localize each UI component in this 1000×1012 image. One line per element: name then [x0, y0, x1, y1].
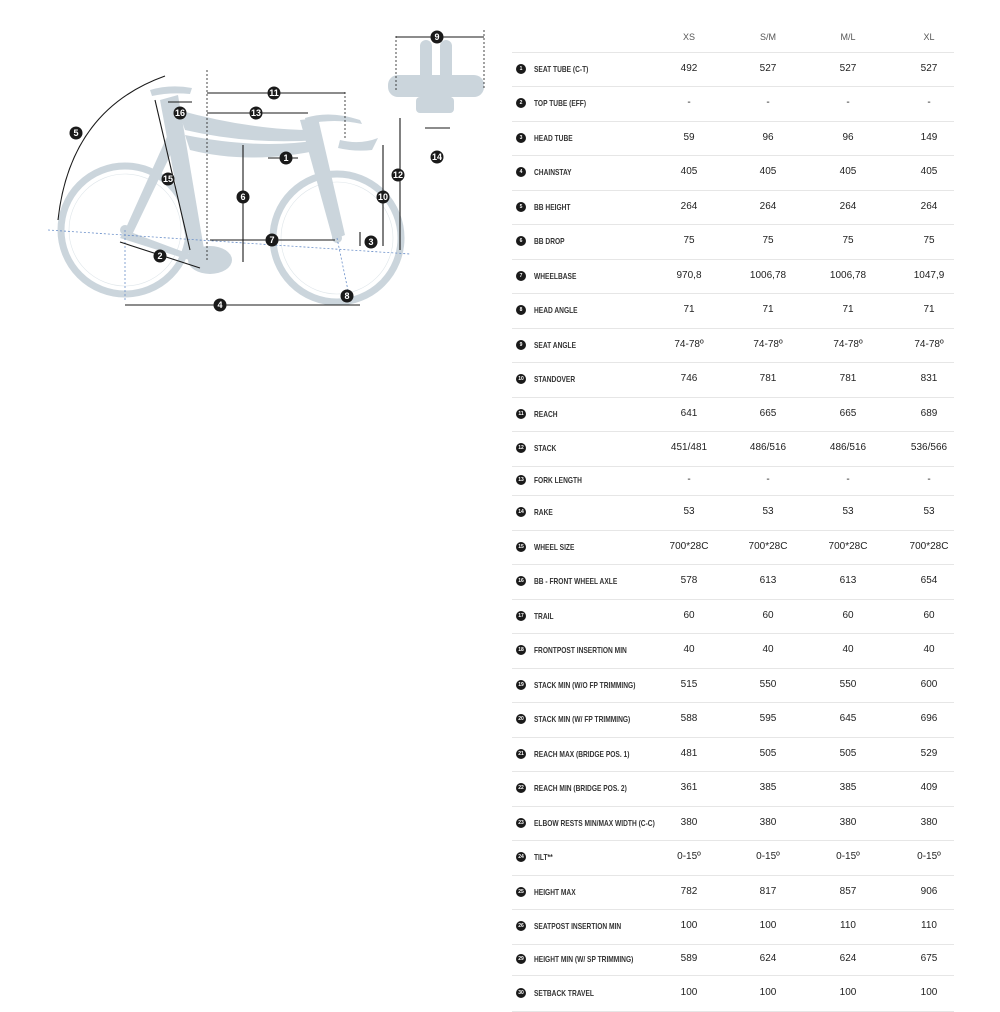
svg-text:7: 7 [269, 235, 275, 245]
size-header-xs: XS [682, 32, 695, 42]
cell-value-ml: 781 [839, 373, 857, 384]
cell-value-sm: 71 [762, 304, 774, 315]
row-number-badge: 30 [516, 988, 526, 998]
cell-value-sm: - [766, 97, 770, 108]
cell-value-xs: 588 [680, 713, 698, 724]
row-label: SEATPOST INSERTION MIN [534, 921, 622, 931]
cell-value-xs: 75 [683, 235, 695, 246]
callout-3 [365, 236, 378, 249]
cell-value-xs: 59 [683, 132, 695, 143]
row-number-badge: 11 [516, 409, 526, 419]
row-number-badge: 4 [516, 167, 526, 177]
cell-value-sm: 53 [762, 506, 774, 517]
row-number-badge: 5 [516, 202, 526, 212]
cell-value-xl: 689 [920, 408, 938, 419]
row-number-badge: 12 [516, 443, 526, 453]
row-number-badge: 22 [516, 783, 526, 793]
table-row [512, 225, 954, 260]
svg-text:9: 9 [434, 32, 440, 42]
cell-value-xl: 75 [923, 235, 935, 246]
svg-text:6: 6 [240, 192, 246, 202]
row-number-badge: 9 [516, 340, 526, 350]
cell-value-xl: 264 [920, 201, 938, 212]
cell-value-sm: 100 [759, 987, 777, 998]
callout-1 [280, 152, 293, 165]
cell-value-ml: 380 [839, 817, 857, 828]
table-row [512, 398, 954, 432]
cell-value-xl: 409 [920, 782, 938, 793]
cell-value-xl: 74-78º [914, 339, 944, 350]
cell-value-xs: 589 [680, 953, 698, 964]
table-row [512, 876, 954, 910]
cell-value-ml: 857 [839, 886, 857, 897]
row-label: TOP TUBE (EFF) [534, 98, 587, 108]
svg-text:3: 3 [368, 237, 374, 247]
row-label: HEAD TUBE [534, 133, 573, 143]
row-number-badge: 23 [516, 818, 526, 828]
cell-value-xl: 696 [920, 713, 938, 724]
callout-13 [250, 107, 263, 120]
row-label: WHEEL SIZE [534, 542, 575, 552]
table-row [512, 53, 954, 87]
cell-value-sm: 781 [759, 373, 777, 384]
cell-value-sm: 75 [762, 235, 774, 246]
cell-value-xl: 831 [920, 373, 938, 384]
row-number-badge: 7 [516, 271, 526, 281]
cell-value-ml: 624 [839, 953, 857, 964]
table-row [512, 634, 954, 669]
table-row [512, 294, 954, 329]
row-label: HEIGHT MIN (W/ SP TRIMMING) [534, 954, 634, 964]
callout-9 [431, 31, 444, 44]
row-label: REACH MAX (BRIDGE POS. 1) [534, 749, 630, 759]
row-number-badge: 20 [516, 714, 526, 724]
cell-value-sm: 527 [759, 63, 777, 74]
row-number-badge: 15 [516, 542, 526, 552]
cell-value-sm: 486/516 [749, 442, 787, 453]
callout-5 [70, 127, 83, 140]
callout-14 [431, 151, 444, 164]
cell-value-sm: 700*28C [748, 541, 788, 552]
cell-value-xl: 53 [923, 506, 935, 517]
table-row [512, 669, 954, 703]
row-number-badge: 26 [516, 921, 526, 931]
table-row [512, 122, 954, 156]
cell-value-xl: 0-15º [917, 851, 941, 862]
cell-value-xl: 527 [920, 63, 938, 74]
row-label: FRONTPOST INSERTION MIN [534, 645, 627, 655]
cell-value-xs: 74-78º [674, 339, 704, 350]
svg-text:10: 10 [377, 192, 389, 202]
size-header-sm: S/M [759, 32, 776, 42]
ground-guide-line [48, 230, 410, 254]
cell-value-sm: 100 [759, 920, 777, 931]
svg-text:13: 13 [250, 108, 262, 118]
cell-value-sm: 74-78º [753, 339, 783, 350]
row-number-badge: 24 [516, 852, 526, 862]
cell-value-ml: 385 [839, 782, 857, 793]
row-number-badge: 8 [516, 305, 526, 315]
cell-value-xs: 970,8 [676, 270, 702, 281]
cell-value-ml: 264 [839, 201, 857, 212]
table-row [512, 976, 954, 1012]
callout-4 [214, 299, 227, 312]
table-row [512, 772, 954, 807]
cell-value-ml: 40 [842, 644, 854, 655]
cell-value-sm: 385 [759, 782, 777, 793]
cell-value-xs: - [687, 474, 691, 485]
row-label: REACH MIN (BRIDGE POS. 2) [534, 783, 627, 793]
cell-value-xl: 675 [920, 953, 938, 964]
table-body [512, 53, 954, 1012]
svg-text:16: 16 [174, 108, 186, 118]
cell-value-sm: 96 [762, 132, 774, 143]
row-number-badge: 19 [516, 680, 526, 690]
row-label: STACK [534, 443, 557, 453]
row-number-badge: 17 [516, 611, 526, 621]
cell-value-xs: 60 [683, 610, 695, 621]
cell-value-xl: 100 [920, 987, 938, 998]
row-number-badge: 18 [516, 645, 526, 655]
cell-value-xl: 149 [920, 132, 938, 143]
cell-value-xs: 0-15º [677, 851, 701, 862]
cell-value-sm: 60 [762, 610, 774, 621]
table-row [512, 738, 954, 772]
cell-value-xs: 53 [683, 506, 695, 517]
cell-value-xl: 380 [920, 817, 938, 828]
table-row [512, 841, 954, 876]
cell-value-xs: 481 [680, 748, 698, 759]
cell-value-xs: 71 [683, 304, 695, 315]
row-label: TRAIL [534, 611, 554, 621]
svg-text:8: 8 [344, 291, 350, 301]
table-row [512, 703, 954, 738]
callout-10 [377, 191, 390, 204]
row-label: REACH [534, 409, 558, 419]
svg-text:4: 4 [217, 300, 223, 310]
cell-value-ml: 665 [839, 408, 857, 419]
callout-11 [268, 87, 281, 100]
cell-value-ml: - [846, 474, 850, 485]
cell-value-sm: 613 [759, 575, 777, 586]
size-header-xl: XL [923, 32, 935, 42]
bike-geometry-diagram [0, 0, 510, 330]
row-label: HEIGHT MAX [534, 887, 576, 897]
size-header-ml: M/L [840, 32, 856, 42]
svg-text:11: 11 [269, 88, 279, 98]
cell-value-xs: - [687, 97, 691, 108]
table-row [512, 945, 954, 976]
row-label: BB - FRONT WHEEL AXLE [534, 576, 618, 586]
table-row [512, 329, 954, 363]
cell-value-sm: 40 [762, 644, 774, 655]
cell-value-ml: 405 [839, 166, 857, 177]
cell-value-xl: 110 [921, 920, 937, 931]
cell-value-ml: 53 [842, 506, 854, 517]
row-number-badge: 29 [516, 954, 526, 964]
cell-value-ml: 700*28C [828, 541, 868, 552]
svg-text:12: 12 [392, 170, 404, 180]
row-label: SETBACK TRAVEL [534, 988, 594, 998]
cell-value-xl: 600 [920, 679, 938, 690]
cell-value-sm: 1006,78 [749, 270, 787, 281]
cell-value-ml: 60 [842, 610, 854, 621]
cell-value-sm: 405 [759, 166, 777, 177]
cell-value-sm: 817 [759, 886, 777, 897]
svg-text:14: 14 [431, 152, 443, 162]
cell-value-xs: 578 [680, 575, 698, 586]
cell-value-ml: 100 [839, 987, 857, 998]
table-row [512, 600, 954, 634]
row-label: TILT** [534, 852, 553, 862]
cell-value-xs: 40 [683, 644, 695, 655]
table-row [512, 87, 954, 122]
cell-value-sm: 665 [759, 408, 777, 419]
table-row [512, 565, 954, 600]
cell-value-xl: 40 [923, 644, 935, 655]
row-number-badge: 13 [516, 475, 526, 485]
row-label: BB HEIGHT [534, 202, 571, 212]
row-label: RAKE [534, 507, 553, 517]
cell-value-xs: 641 [680, 408, 698, 419]
cell-value-xs: 700*28C [669, 541, 709, 552]
cell-value-ml: 613 [839, 575, 857, 586]
cell-value-sm: 0-15º [756, 851, 780, 862]
row-number-badge: 3 [516, 133, 526, 143]
table-header-row [512, 24, 954, 53]
geometry-table [512, 24, 954, 1012]
cell-value-xs: 451/481 [670, 442, 708, 453]
cell-value-xs: 361 [680, 782, 698, 793]
cell-value-xl: 906 [920, 886, 938, 897]
cell-value-ml: 550 [839, 679, 857, 690]
table-row [512, 467, 954, 496]
svg-text:2: 2 [157, 251, 163, 261]
callout-7 [266, 234, 279, 247]
row-label: STANDOVER [534, 374, 576, 384]
callout-2 [154, 250, 167, 263]
row-label: BB DROP [534, 236, 565, 246]
cell-value-ml: 110 [840, 920, 856, 931]
table-row [512, 531, 954, 565]
table-row [512, 496, 954, 531]
row-label: SEAT TUBE (C-T) [534, 64, 589, 74]
svg-text:5: 5 [73, 128, 79, 138]
cell-value-ml: 505 [839, 748, 857, 759]
cell-value-xs: 746 [680, 373, 698, 384]
row-label: WHEELBASE [534, 271, 577, 281]
cell-value-ml: - [846, 97, 850, 108]
svg-text:1: 1 [283, 153, 289, 163]
cell-value-ml: 486/516 [829, 442, 867, 453]
cockpit-inset [388, 40, 484, 113]
callout-16 [174, 107, 187, 120]
cell-value-sm: 595 [759, 713, 777, 724]
cell-value-xs: 380 [680, 817, 698, 828]
row-label: CHAINSTAY [534, 167, 572, 177]
cell-value-xl: 71 [923, 304, 935, 315]
cell-value-xl: 60 [923, 610, 935, 621]
cell-value-ml: 527 [839, 63, 857, 74]
table-row [512, 191, 954, 225]
cell-value-xl: 654 [920, 575, 938, 586]
table-row [512, 807, 954, 841]
cell-value-xs: 264 [680, 201, 698, 212]
row-number-badge: 14 [516, 507, 526, 517]
cell-value-xl: 536/566 [910, 442, 948, 453]
table-row [512, 432, 954, 467]
row-number-badge: 2 [516, 98, 526, 108]
row-number-badge: 25 [516, 887, 526, 897]
cell-value-ml: 75 [842, 235, 854, 246]
row-number-badge: 16 [516, 576, 526, 586]
callout-15 [162, 173, 175, 186]
cell-value-sm: 505 [759, 748, 777, 759]
row-label: STACK MIN (W/O FP TRIMMING) [534, 680, 636, 690]
cell-value-ml: 96 [842, 132, 854, 143]
cell-value-xs: 515 [680, 679, 698, 690]
cell-value-ml: 71 [842, 304, 854, 315]
callout-8 [341, 290, 354, 303]
cell-value-ml: 0-15º [836, 851, 860, 862]
row-number-badge: 21 [516, 749, 526, 759]
row-number-badge: 10 [516, 374, 526, 384]
row-label: FORK LENGTH [534, 475, 582, 485]
cell-value-xl: - [927, 97, 931, 108]
svg-text:15: 15 [162, 174, 174, 184]
callout-6 [237, 191, 250, 204]
table-row [512, 363, 954, 398]
row-number-badge: 6 [516, 236, 526, 246]
cell-value-xs: 100 [680, 920, 698, 931]
row-label: HEAD ANGLE [534, 305, 578, 315]
row-number-badge: 1 [516, 64, 526, 74]
cell-value-sm: 624 [759, 953, 777, 964]
cell-value-ml: 1006,78 [829, 270, 867, 281]
callout-12 [392, 169, 405, 182]
cell-value-xl: 700*28C [909, 541, 949, 552]
cell-value-xl: 529 [920, 748, 938, 759]
table-row [512, 910, 954, 945]
cell-value-xs: 405 [680, 166, 698, 177]
cell-value-ml: 645 [839, 713, 857, 724]
row-label: STACK MIN (W/ FP TRIMMING) [534, 714, 631, 724]
cell-value-sm: - [766, 474, 770, 485]
row-label: SEAT ANGLE [534, 340, 576, 350]
row-label: ELBOW RESTS MIN/MAX WIDTH (C-C) [534, 818, 655, 828]
table-row [512, 260, 954, 294]
cell-value-sm: 264 [759, 201, 777, 212]
cell-value-sm: 380 [759, 817, 777, 828]
cell-value-xs: 492 [680, 63, 698, 74]
cell-value-sm: 550 [759, 679, 777, 690]
cell-value-ml: 74-78º [833, 339, 863, 350]
cell-value-xs: 782 [680, 886, 698, 897]
cell-value-xs: 100 [680, 987, 698, 998]
cell-value-xl: 405 [920, 166, 938, 177]
table-row [512, 156, 954, 191]
cell-value-xl: - [927, 474, 931, 485]
cell-value-xl: 1047,9 [913, 270, 945, 281]
